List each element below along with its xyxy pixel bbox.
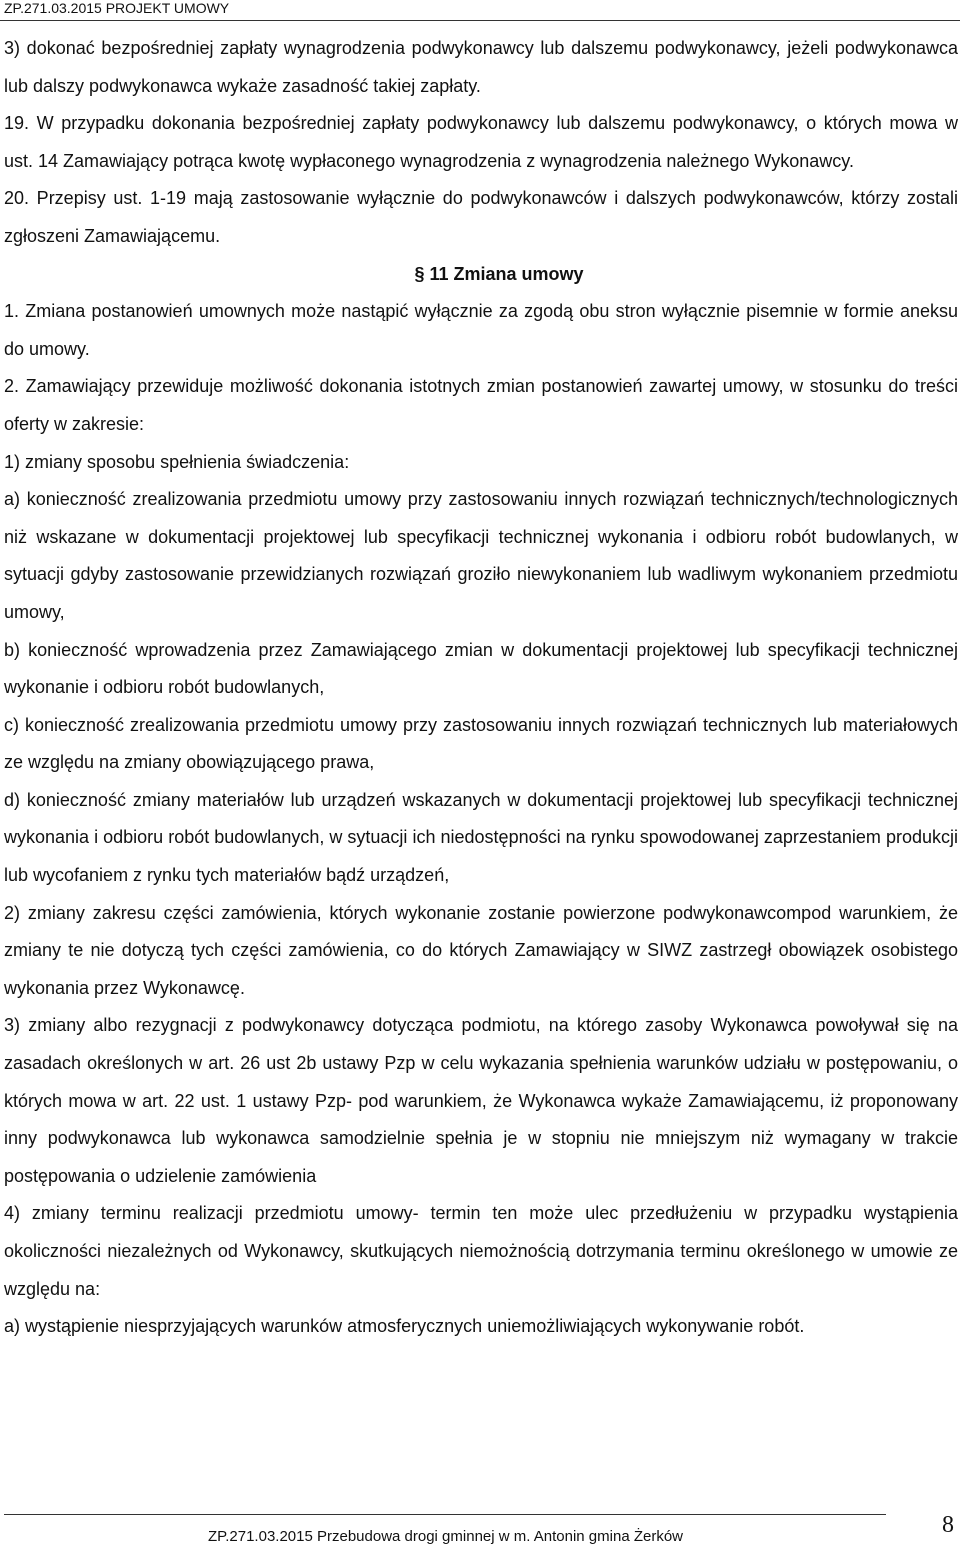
paragraph: 2. Zamawiający przewiduje możliwość dokonania istotnych zmian postanowień zawartej umowy, w stosunku do treści oferty w zakresie: xyxy=(4,376,958,434)
paragraph: 1. Zmiana postanowień umownych może nastąpić wyłącznie za zgodą obu stron wyłącznie pisemnie w formie aneksu do umowy. xyxy=(4,301,958,359)
page-header: ZP.271.03.2015 PROJEKT UMOWY xyxy=(4,0,230,16)
page-number: 8 xyxy=(942,1512,954,1538)
paragraph: d) konieczność zmiany materiałów lub urządzeń wskazanych w dokumentacji projektowej lub specyfikacji technicznej wykonania i odbioru robót budowlanych, w sytuacji ich niedostępności na rynku spowodowanej zaprzestaniem produkcji lub wycofaniem z rynku tych materiałów bądź urządzeń, xyxy=(4,789,958,886)
paragraph: 20. Przepisy ust. 1-19 mają zastosowanie wyłącznie do podwykonawców i dalszych podwykonawców, którzy zostali zgłoszeni Zamawiającemu. xyxy=(4,188,958,246)
paragraph: 3) zmiany albo rezygnacji z podwykonawcy dotycząca podmiotu, na którego zasoby Wykonawca powoływał się na zasadach określonych w art. 26 ust 2b ustawy Pzp w celu wykazania spełnienia warunków udziału w postępowaniu, o których mowa w art. 22 ust. 1 ustawy Pzp- pod warunkiem, że Wykonawca wykaże Zamawiającemu, iż proponowany inny podwykonawca lub wykonawca samodzielnie spełnia je w stopniu nie mniejszym niż wymagany w trakcie postępowania o udzielenie zamówienia xyxy=(4,1015,958,1186)
document-body xyxy=(4,30,958,1346)
paragraph: 2) zmiany zakresu części zamówienia, których wykonanie zostanie powierzone podwykonawcompod warunkiem, że zmiany te nie dotyczą tych części zamówienia, co do których Zamawiający w SIWZ zastrzegł obowiązek osobistego wykonania przez Wykonawcę. xyxy=(4,902,958,998)
paragraph: 1) zmiany sposobu spełnienia świadczenia: xyxy=(4,451,350,472)
paragraph: 4) zmiany terminu realizacji przedmiotu umowy- termin ten może ulec przedłużeniu w przypadku wystąpienia okoliczności niezależnych od Wykonawcy, skutkujących niemożnością dotrzymania terminu określonego w umowie ze względu na: xyxy=(4,1203,958,1299)
section-heading: § 11 Zmiana umowy xyxy=(414,263,584,284)
paragraph: 19. W przypadku dokonania bezpośredniej zapłaty podwykonawcy lub dalszemu podwykonawcy, o których mowa w ust. 14 Zamawiający potrąca kwotę wypłaconego wynagrodzenia z wynagrodzenia należnego Wykonawcy. xyxy=(4,113,958,171)
paragraph: a) wystąpienie niesprzyjających warunków atmosferycznych uniemożliwiających wykonywanie robót. xyxy=(4,1316,805,1337)
page-footer: ZP.271.03.2015 Przebudowa drogi gminnej w m. Antonin gmina Żerków xyxy=(208,1528,683,1545)
footer-divider xyxy=(4,1514,886,1515)
header-divider xyxy=(0,20,960,21)
paragraph: b) konieczność wprowadzenia przez Zamawiającego zmian w dokumentacji projektowej lub specyfikacji technicznej wykonanie i odbioru robót budowlanych, xyxy=(4,639,958,698)
paragraph: c) konieczność zrealizowania przedmiotu umowy przy zastosowaniu innych rozwiązań technicznych lub materiałowych ze względu na zmiany obowiązującego prawa, xyxy=(4,714,958,773)
paragraph: a) konieczność zrealizowania przedmiotu umowy przy zastosowaniu innych rozwiązań technicznych/technologicznych niż wskazane w dokumentacji projektowej lub specyfikacji technicznej wykonania i odbioru robót budowlanych, w sytuacji gdyby zastosowanie przewidzianych rozwiązań groziło niewykonaniem lub wadliwym wykonaniem przedmiotu umowy, xyxy=(4,489,958,622)
paragraph: 3) dokonać bezpośredniej zapłaty wynagrodzenia podwykonawcy lub dalszemu podwykonawcy, jeżeli podwykonawca lub dalszy podwykonawca wykaże zasadność takiej zapłaty. xyxy=(4,38,958,96)
